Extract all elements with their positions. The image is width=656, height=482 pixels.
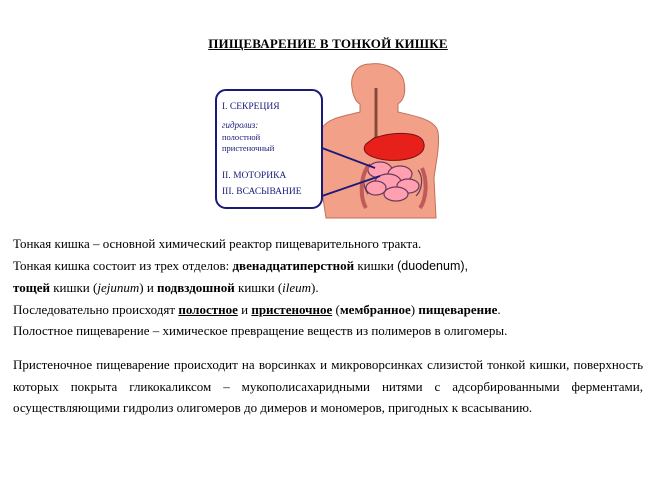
- line4-text-i: .: [497, 301, 501, 317]
- digestive-system-figure: [210, 58, 450, 224]
- line4-text-c: и: [237, 301, 252, 317]
- line3-text-d: ) и: [139, 280, 158, 295]
- latin-ileum: ileum: [282, 280, 312, 295]
- term-cavity-digestion: полостное: [178, 301, 238, 317]
- line3-text-h: ).: [311, 280, 319, 295]
- text-line-2: [13, 255, 643, 278]
- callout-parietal: пристеночный: [222, 143, 275, 153]
- line1-text: Тонкая кишка – основной химический реактор пищеварительного тракта.: [13, 236, 422, 251]
- term-duodenum: двенадцатиперстной: [232, 257, 355, 273]
- line3-text-b: кишки (: [49, 280, 98, 295]
- term-parietal-digestion: пристеночное: [251, 301, 333, 317]
- latin-duodenum: (duodenum),: [397, 258, 468, 273]
- body-lines: [13, 233, 643, 342]
- line2-text-c: кишки: [354, 257, 398, 273]
- callout-hydrolysis: гидролиз:: [222, 120, 259, 130]
- parietal-digestion-paragraph: Пристеночное пищеварение происходит на ворсинках и микроворсинках слизистой тонкой кишки, поверхность которых покрыта гликокаликсом – мукополисахаридными нитями с адсорбированными ферментами, осуществляющими гидролиз олигомеров до димеров и мономеров, пригодных к всасыванию.: [13, 357, 643, 415]
- callout-text: [216, 90, 324, 208]
- term-ileum: подвздошной: [157, 280, 235, 295]
- text-line-3: [13, 277, 643, 299]
- term-jejunum: тощей: [13, 280, 50, 295]
- line5-text: Полостное пищеварение – химическое превращение веществ из полимеров в олигомеры.: [13, 323, 508, 338]
- text-line-1: [13, 233, 643, 255]
- text-line-5: [13, 320, 643, 342]
- term-membrane: мембранное: [339, 301, 411, 317]
- term-digestion: пищеварение: [418, 301, 498, 317]
- latin-jejunum: jejunum: [97, 280, 140, 295]
- callout-secretion: I. СЕКРЕЦИЯ: [222, 102, 280, 112]
- callout-cavity: полостной: [222, 132, 261, 142]
- callout-motility: II. МОТОРИКА: [222, 171, 287, 181]
- line3-text-f: кишки (: [234, 280, 283, 295]
- line2-text-a: Тонкая кишка состоит из трех отделов:: [13, 257, 233, 273]
- line4-text-g: ): [410, 301, 419, 317]
- line4-text-e: (: [332, 301, 340, 317]
- callout-absorption: III. ВСАСЫВАНИЕ: [222, 187, 302, 197]
- text-line-4: [13, 299, 643, 321]
- line4-text-a: Последовательно происходят: [13, 301, 179, 317]
- page-title: ПИЩЕВАРЕНИЕ В ТОНКОЙ КИШКЕ: [208, 36, 448, 51]
